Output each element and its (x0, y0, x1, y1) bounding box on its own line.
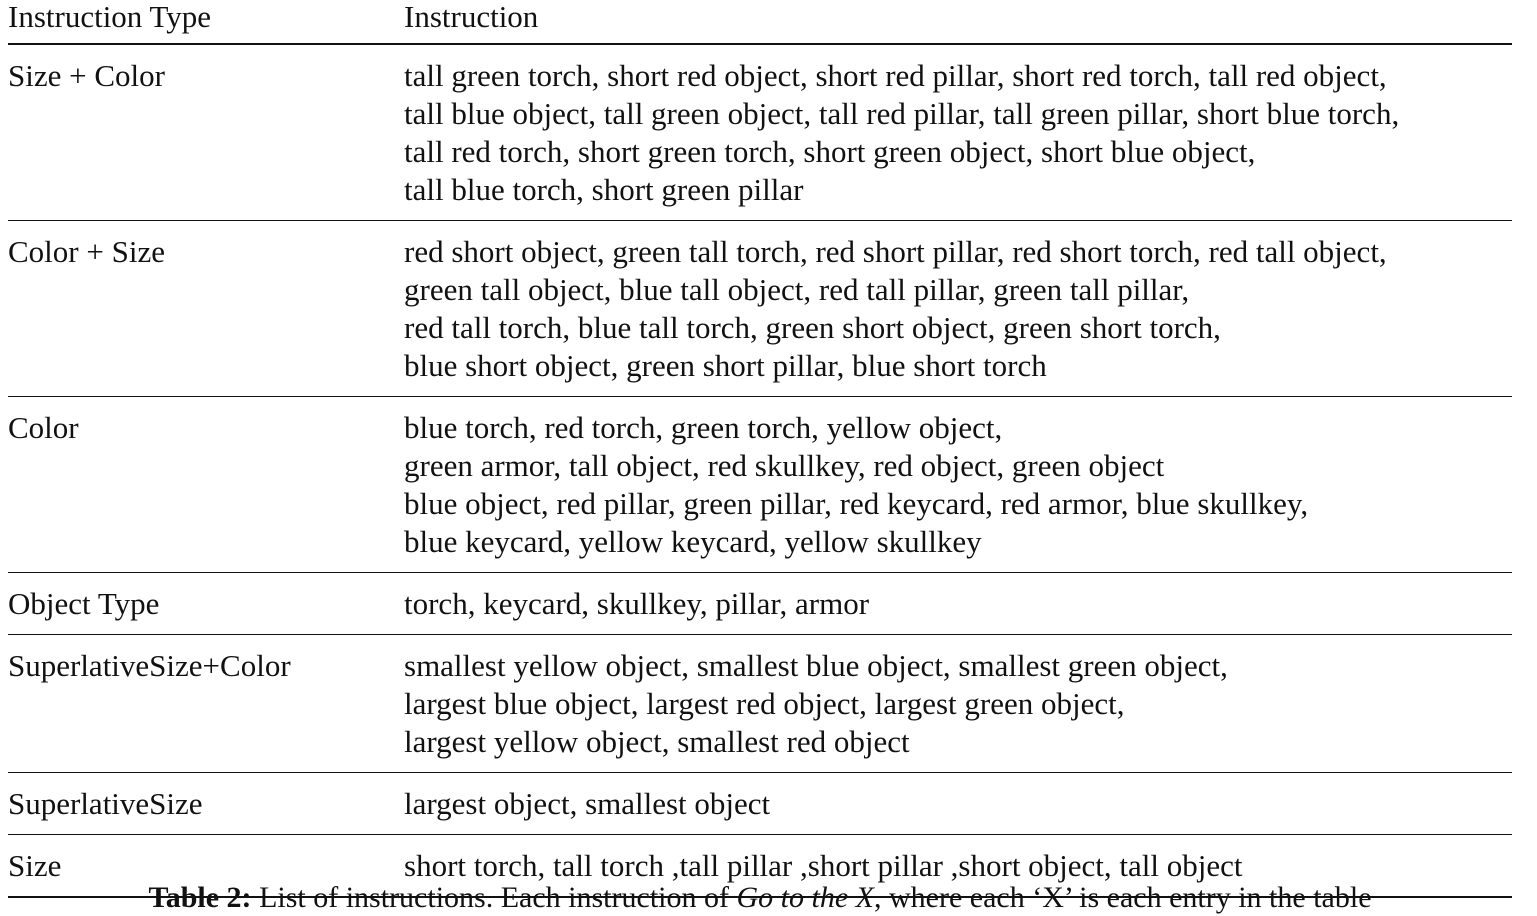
instruction-line: tall blue object, tall green object, tall red pillar, tall green pillar, short blue torch, (404, 96, 1400, 131)
instruction-line: short torch, tall torch ,tall pillar ,short pillar ,short object, tall object (404, 848, 1243, 883)
row-instructions (404, 647, 1512, 761)
row-instructions (404, 57, 1512, 209)
table-caption (0, 880, 1520, 916)
instruction-line: blue torch, red torch, green torch, yellow object, (404, 410, 1003, 445)
header-instruction-type: Instruction Type (8, 0, 212, 34)
table-header-row (8, 0, 1512, 45)
instruction-line: blue keycard, yellow keycard, yellow skullkey (404, 524, 982, 559)
instruction-line: torch, keycard, skullkey, pillar, armor (404, 586, 870, 621)
table-row (8, 397, 1512, 573)
row-instructions (404, 233, 1512, 385)
instruction-line: green armor, tall object, red skullkey, red object, green object (404, 448, 1165, 483)
row-instruction-type: Object Type (8, 586, 160, 621)
row-instructions (404, 785, 1512, 823)
row-instruction-type: Size (8, 848, 62, 883)
instruction-line: largest yellow object, smallest red object (404, 724, 910, 759)
row-instruction-type: Size + Color (8, 58, 165, 93)
instruction-line: green tall object, blue tall object, red tall pillar, green tall pillar, (404, 272, 1190, 307)
instruction-line: smallest yellow object, smallest blue object, smallest green object, (404, 648, 1228, 683)
instruction-line: tall red torch, short green torch, short green object, short blue object, (404, 134, 1256, 169)
table-body (8, 45, 1512, 898)
instruction-line: blue short object, green short pillar, blue short torch (404, 348, 1047, 383)
row-instructions (404, 409, 1512, 561)
instruction-line: tall blue torch, short green pillar (404, 172, 804, 207)
table-row (8, 45, 1512, 221)
caption-label: Table 2: (148, 881, 252, 914)
instruction-line: tall green torch, short red object, short red pillar, short red torch, tall red object, (404, 58, 1387, 93)
row-instructions (404, 585, 1512, 623)
instruction-line: largest object, smallest object (404, 786, 771, 821)
row-instruction-type: Color + Size (8, 234, 165, 269)
header-instruction: Instruction (404, 0, 539, 34)
instructions-table (8, 0, 1512, 898)
instruction-line: red tall torch, blue tall torch, green short object, green short torch, (404, 310, 1221, 345)
instruction-line: largest blue object, largest red object, largest green object, (404, 686, 1125, 721)
row-instruction-type: SuperlativeSize+Color (8, 648, 291, 683)
caption-text-before: List of instructions. Each instruction of (251, 881, 737, 914)
caption-italic: Go to the X (736, 881, 874, 914)
row-instruction-type: SuperlativeSize (8, 786, 203, 821)
table-row (8, 221, 1512, 397)
row-instruction-type: Color (8, 410, 79, 445)
table-row (8, 635, 1512, 773)
instruction-line: red short object, green tall torch, red short pillar, red short torch, red tall object, (404, 234, 1387, 269)
caption-text-after: , where each ‘X’ is each entry in the table (873, 881, 1372, 914)
instruction-line: blue object, red pillar, green pillar, red keycard, red armor, blue skullkey, (404, 486, 1309, 521)
table-row (8, 773, 1512, 835)
table-row (8, 573, 1512, 635)
